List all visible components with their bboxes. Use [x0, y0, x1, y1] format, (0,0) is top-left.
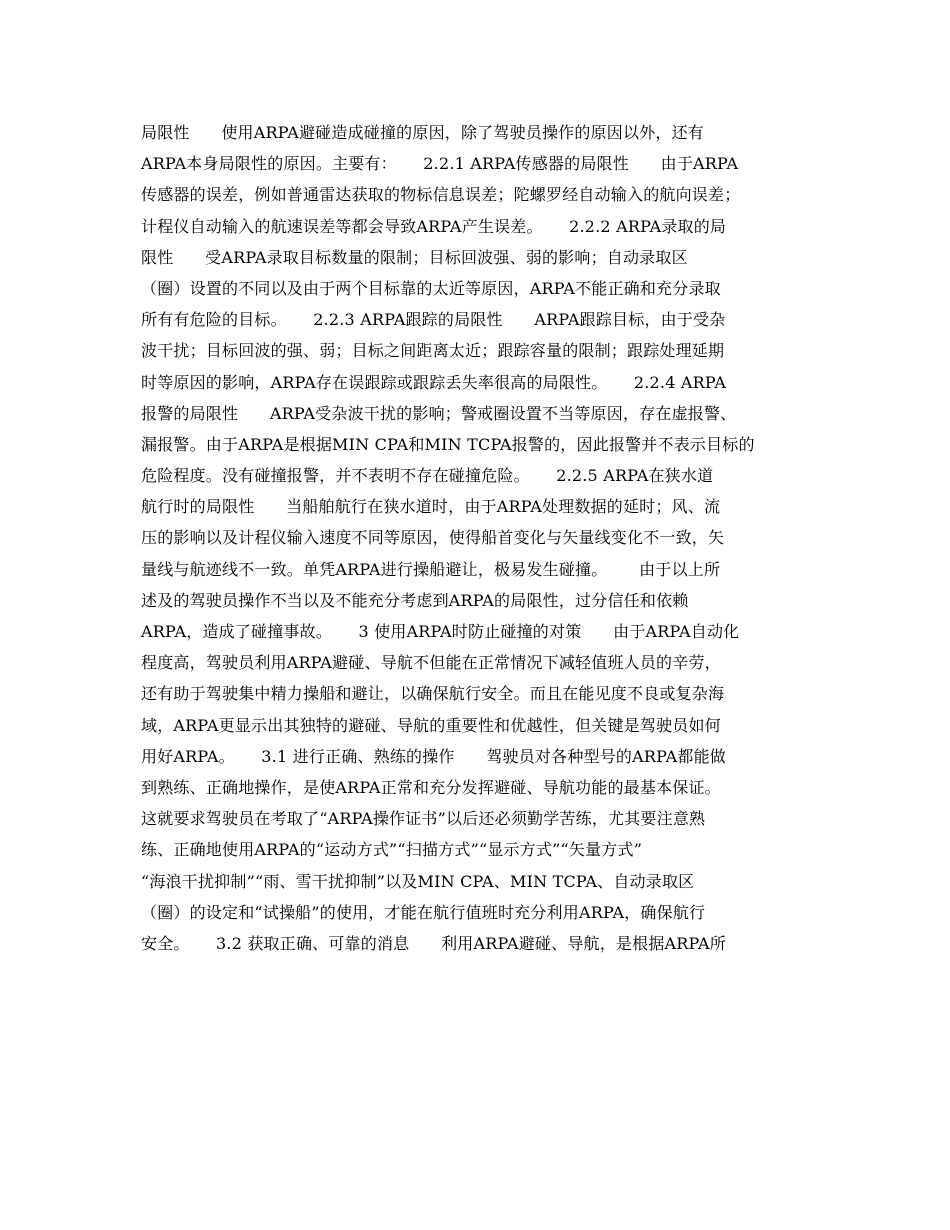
- text-line: 练、正确地使用ARPA的“运动方式”“扫描方式”“显示方式”“矢量方式”: [141, 840, 643, 860]
- text-line: 量线与航迹线不一致。单凭ARPA进行操船避让，极易发生碰撞。 由于以上所: [141, 559, 721, 579]
- text-line: （圈）的设定和“试操船”的使用，才能在航行值班时充分利用ARPA，确保航行: [141, 902, 706, 922]
- text-line: 述及的驾驶员操作不当以及不能充分考虑到ARPA的局限性，过分信任和依赖: [141, 590, 689, 610]
- text-line: 用好ARPA。 3.1 进行正确、熟练的操作 驾驶员对各种型号的ARPA都能做: [141, 746, 726, 766]
- text-line: 程度高，驾驶员利用ARPA避碰、导航不但能在正常情况下减轻值班人员的辛劳，: [141, 653, 721, 673]
- text-line: 域，ARPA更显示出其独特的避碰、导航的重要性和优越性，但关键是驾驶员如何: [141, 715, 721, 735]
- text-line: 波干扰；目标回波的强、弱；目标之间距离太近；跟踪容量的限制；跟踪处理延期: [141, 341, 725, 361]
- text-line: 漏报警。由于ARPA是根据MIN CPA和MIN TCPA报警的，因此报警并不表示目标的: [141, 434, 755, 454]
- text-line: 安全。 3.2 获取正确、可靠的消息 利用ARPA避碰、导航，是根据ARPA所: [141, 933, 726, 953]
- text-line: 限性 受ARPA录取目标数量的限制；目标回波强、弱的影响；自动录取区: [141, 247, 688, 267]
- body-text: [141, 117, 821, 959]
- text-line: 危险程度。没有碰撞报警，并不表明不存在碰撞危险。 2.2.5 ARPA在狭水道: [141, 466, 714, 486]
- text-line: 所有有危险的目标。 2.2.3 ARPA跟踪的局限性 ARPA跟踪目标，由于受杂: [141, 310, 726, 330]
- text-line: 局限性 使用ARPA避碰造成碰撞的原因，除了驾驶员操作的原因以外，还有: [141, 123, 704, 142]
- text-line: 传感器的误差，例如普通雷达获取的物标信息误差；陀螺罗经自动输入的航向误差；: [141, 185, 741, 205]
- text-line: 时等原因的影响，ARPA存在误跟踪或跟踪丢失率很高的局限性。 2.2.4 ARPA: [141, 372, 727, 392]
- text-line: ARPA，造成了碰撞事故。 3 使用ARPA时防止碰撞的对策 由于ARPA自动化: [141, 622, 740, 641]
- text-line: 计程仪自动输入的航速误差等都会导致ARPA产生误差。 2.2.2 ARPA录取的局: [141, 216, 727, 236]
- text-line: 报警的局限性 ARPA受杂波干扰的影响；警戒圈设置不当等原因，存在虚报警、: [141, 403, 737, 423]
- text-line: 还有助于驾驶集中精力操船和避让，以确保航行安全。而且在能见度不良或复杂海: [141, 684, 725, 704]
- text-line: ARPA本身局限性的原因。主要有： 2.2.1 ARPA传感器的局限性 由于ARPA: [141, 154, 739, 174]
- text-line: （圈）设置的不同以及由于两个目标靠的太近等原因，ARPA不能正确和充分录取: [141, 278, 721, 298]
- text-line: 到熟练、正确地操作，是使ARPA正常和充分发挥避碰、导航功能的最基本保证。: [141, 777, 721, 797]
- text-line: 压的影响以及计程仪输入速度不同等原因，使得船首变化与矢量线变化不一致，矢: [141, 528, 725, 548]
- text-line: 航行时的局限性 当船舶航行在狭水道时，由于ARPA处理数据的延时；风、流: [141, 497, 721, 517]
- text-line: “海浪干扰抑制”“雨、雪干扰抑制”以及MIN CPA、MIN TCPA、自动录取区: [141, 871, 695, 891]
- text-line: 这就要求驾驶员在考取了“ARPA操作证书”以后还必须勤学苦练，尤其要注意熟: [141, 809, 706, 829]
